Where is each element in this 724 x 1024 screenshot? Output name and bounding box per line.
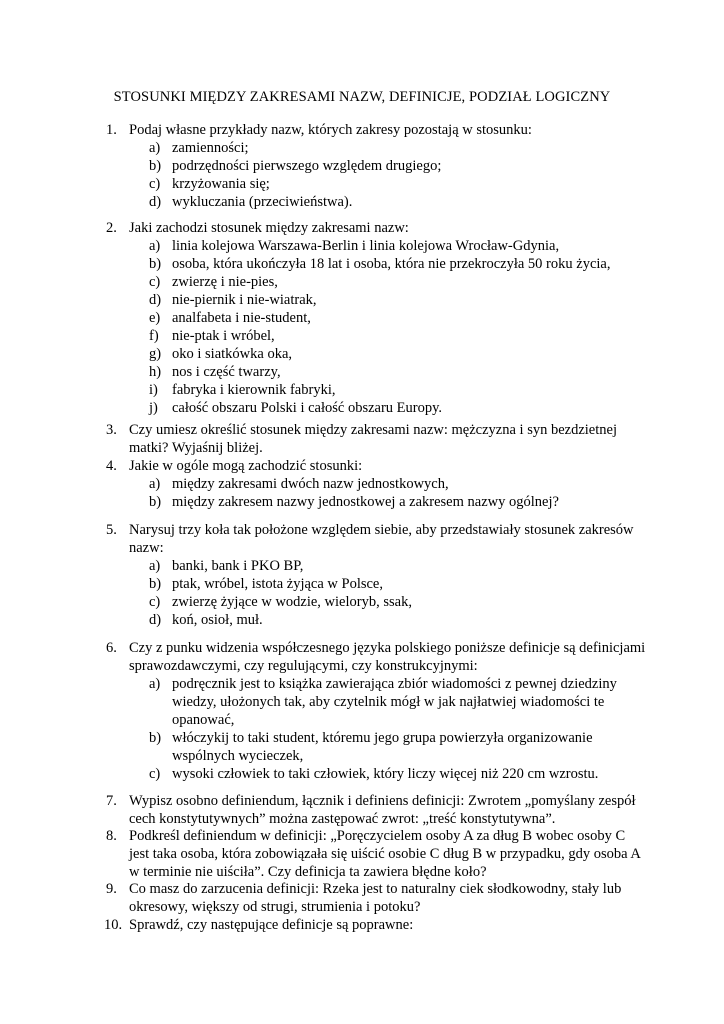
item-text: osoba, która ukończyła 18 lat i osoba, która nie przekroczyła 50 roku życia, xyxy=(172,256,611,272)
list-item xyxy=(106,381,646,399)
list-item xyxy=(106,611,646,629)
item-letter: d) xyxy=(149,292,162,308)
item-letter: a) xyxy=(149,558,161,574)
question-text: Podaj własne przykłady nazw, których zakresy pozostają w stosunku: xyxy=(129,122,532,138)
list-item xyxy=(106,255,646,273)
item-text: analfabeta i nie-student, xyxy=(172,310,311,326)
item-letter: c) xyxy=(149,274,161,290)
question-number: 5. xyxy=(106,522,117,538)
question-text: Jakie w ogóle mogą zachodzić stosunki: xyxy=(129,458,363,474)
item-text: wysoki człowiek to taki człowiek, który liczy więcej niż 220 cm wzrostu. xyxy=(172,766,599,782)
item-text: oko i siatkówka oka, xyxy=(172,346,293,362)
item-text: linia kolejowa Warszawa-Berlin i linia kolejowa Wrocław-Gdynia, xyxy=(172,238,560,254)
question-4 xyxy=(106,457,646,511)
list-item xyxy=(106,345,646,363)
item-letter: a) xyxy=(149,238,161,254)
list-item xyxy=(106,593,646,611)
item-text: podręcznik jest to książka zawierająca zbiór wiadomości z pewnej dziedziny wiedzy, ułożonych tak, aby czytelnik mógł w jak najłatwiej wiadomości te opanować, xyxy=(172,676,617,728)
question-number: 4. xyxy=(106,458,117,474)
item-letter: j) xyxy=(149,400,158,416)
list-item xyxy=(106,675,646,729)
list-item xyxy=(106,291,646,309)
item-text: zamienności; xyxy=(172,140,249,156)
list-item xyxy=(106,729,646,765)
question-9 xyxy=(106,880,646,916)
question-text: Sprawdź, czy następujące definicje są poprawne: xyxy=(129,917,414,933)
list-item xyxy=(106,273,646,291)
list-item xyxy=(106,237,646,255)
question-number: 9. xyxy=(106,881,117,897)
item-text: włóczykij to taki student, któremu jego grupa powierzyła organizowanie wspólnych wycieczek, xyxy=(172,730,593,764)
list-item xyxy=(106,363,646,381)
list-item xyxy=(106,557,646,575)
item-letter: b) xyxy=(149,256,162,272)
item-letter: c) xyxy=(149,176,161,192)
question-text: Czy z punku widzenia współczesnego języka polskiego poniższe definicje są definicjami sprawozdawczymi, czy regulującymi, czy konstrukcyjnymi: xyxy=(129,640,646,674)
item-letter: e) xyxy=(149,310,161,326)
answer-list xyxy=(106,237,646,417)
question-text: Czy umiesz określić stosunek między zakresami nazw: mężczyzna i syn bezdzietnej matki? Wyjaśnij bliżej. xyxy=(129,422,617,456)
question-number: 1. xyxy=(106,122,117,138)
question-8 xyxy=(106,827,646,881)
item-text: wykluczania (przeciwieństwa). xyxy=(172,194,353,210)
question-number: 7. xyxy=(106,793,117,809)
question-text: Wypisz osobno definiendum, łącznik i definiens definicji: Zwrotem „pomyślany zespół cech konstytutywnych” można zastępować zwrot: „treść konstytutywna”. xyxy=(129,793,636,827)
item-letter: d) xyxy=(149,194,162,210)
question-number: 2. xyxy=(106,220,117,236)
item-letter: b) xyxy=(149,494,162,510)
item-letter: f) xyxy=(149,328,159,344)
question-text: Narysuj trzy koła tak położone względem siebie, aby przedstawiały stosunek zakresów nazw: xyxy=(129,522,634,556)
item-letter: c) xyxy=(149,766,161,782)
item-letter: h) xyxy=(149,364,162,380)
item-text: nos i część twarzy, xyxy=(172,364,281,380)
item-letter: b) xyxy=(149,576,162,592)
question-number: 3. xyxy=(106,422,117,438)
item-letter: a) xyxy=(149,140,161,156)
item-text: fabryka i kierownik fabryki, xyxy=(172,382,336,398)
list-item xyxy=(106,193,646,211)
answer-list xyxy=(106,475,646,511)
question-6 xyxy=(106,639,646,783)
answer-list xyxy=(106,557,646,629)
list-item xyxy=(106,175,646,193)
item-letter: b) xyxy=(149,730,162,746)
question-number: 10. xyxy=(104,917,123,933)
item-text: podrzędności pierwszego względem drugiego; xyxy=(172,158,442,174)
answer-list xyxy=(106,675,646,783)
item-text: krzyżowania się; xyxy=(172,176,270,192)
question-5 xyxy=(106,521,646,629)
list-item xyxy=(106,309,646,327)
question-number: 6. xyxy=(106,640,117,656)
item-letter: c) xyxy=(149,594,161,610)
list-item xyxy=(106,157,646,175)
question-2 xyxy=(106,219,646,417)
item-text: koń, osioł, muł. xyxy=(172,612,263,628)
item-text: między zakresami dwóch nazw jednostkowych, xyxy=(172,476,449,492)
list-item xyxy=(106,493,646,511)
item-letter: d) xyxy=(149,612,162,628)
question-text: Co masz do zarzucenia definicji: Rzeka jest to naturalny ciek słodkowodny, stały lub okresowy, większy od strugi, strumienia i potoku? xyxy=(129,881,622,915)
list-item xyxy=(106,399,646,417)
page-title: STOSUNKI MIĘDZY ZAKRESAMI NAZW, DEFINICJE, PODZIAŁ LOGICZNY xyxy=(113,89,611,105)
question-10 xyxy=(106,916,646,934)
item-letter: g) xyxy=(149,346,162,362)
list-item xyxy=(106,327,646,345)
item-letter: b) xyxy=(149,158,162,174)
list-item xyxy=(106,139,646,157)
question-text: Jaki zachodzi stosunek między zakresami nazw: xyxy=(129,220,409,236)
list-item xyxy=(106,575,646,593)
item-text: banki, bank i PKO BP, xyxy=(172,558,304,574)
list-item xyxy=(106,475,646,493)
item-text: zwierzę żyjące w wodzie, wieloryb, ssak, xyxy=(172,594,412,610)
question-number: 8. xyxy=(106,828,117,844)
item-text: całość obszaru Polski i całość obszaru Europy. xyxy=(172,400,443,416)
item-letter: a) xyxy=(149,676,161,692)
question-1 xyxy=(106,121,646,211)
item-text: nie-piernik i nie-wiatrak, xyxy=(172,292,317,308)
item-text: zwierzę i nie-pies, xyxy=(172,274,278,290)
answer-list xyxy=(106,139,646,211)
question-3 xyxy=(106,421,646,457)
question-7 xyxy=(106,792,646,828)
item-text: ptak, wróbel, istota żyjąca w Polsce, xyxy=(172,576,383,592)
item-text: nie-ptak i wróbel, xyxy=(172,328,275,344)
item-letter: a) xyxy=(149,476,161,492)
item-text: między zakresem nazwy jednostkowej a zakresem nazwy ogólnej? xyxy=(172,494,559,510)
question-text: Podkreśl definiendum w definicji: „Poręczycielem osoby A za dług B wobec osoby C jest taka osoba, która zobowiązała się uiścić osobie C dług B w przypadku, gdy osoba A w terminie nie uiściła”. Czy definicja ta zawiera błędne koło? xyxy=(129,828,641,880)
item-letter: i) xyxy=(149,382,158,398)
list-item xyxy=(106,765,646,783)
